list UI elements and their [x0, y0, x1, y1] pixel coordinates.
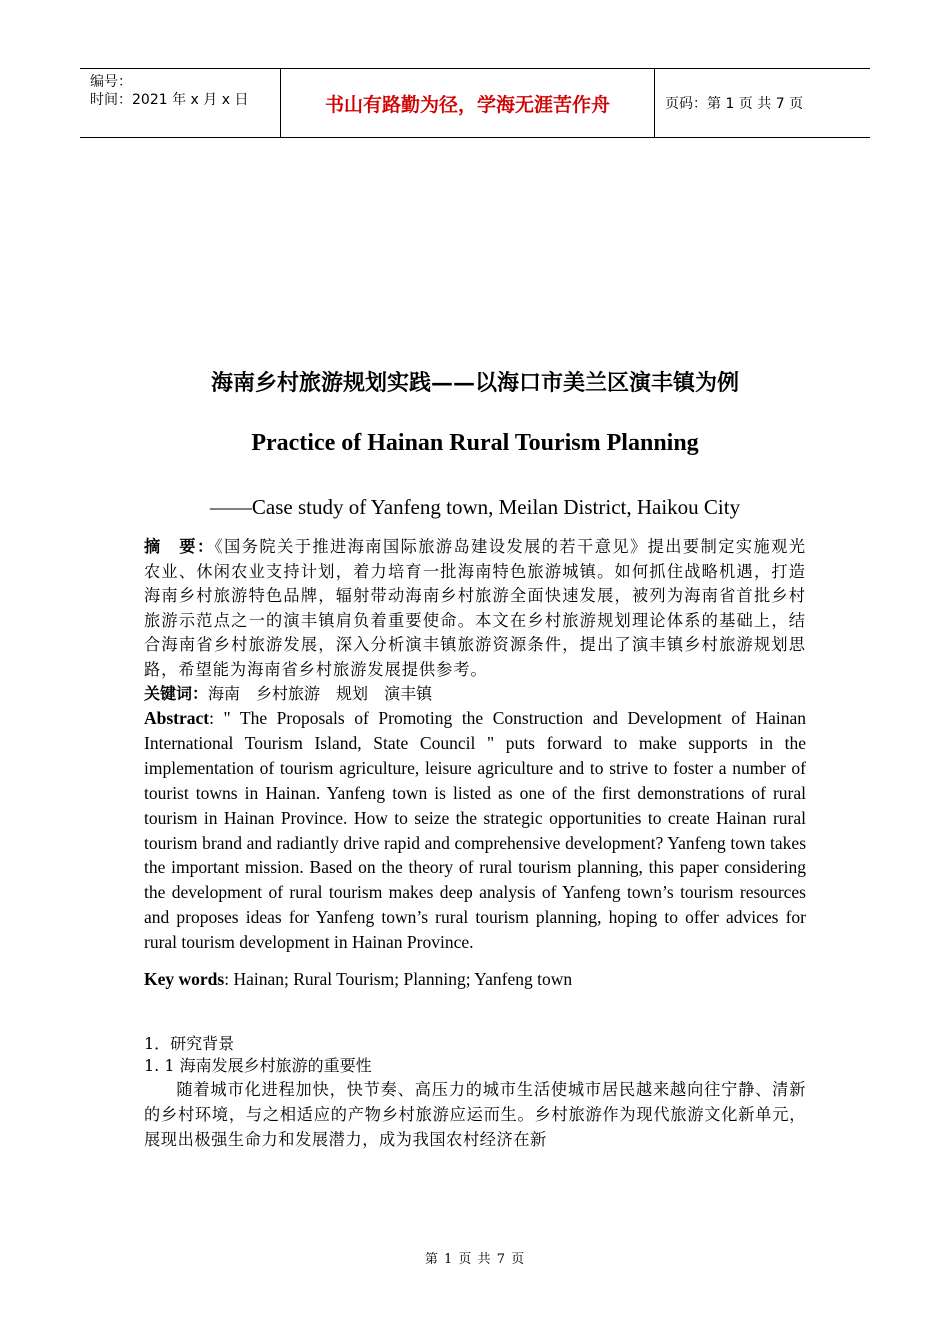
- keywords-en-label: Key words: [144, 969, 225, 990]
- keywords-chinese: [144, 682, 806, 706]
- title-chinese: 海南乡村旅游规划实践——以海口市美兰区演丰镇为例: [210, 370, 739, 396]
- page-footer: 第 1 页 共 7 页: [424, 1252, 526, 1267]
- time-label: 时间：2021 年 x 月 x 日: [90, 92, 249, 108]
- abstract-cn-label: 摘 要：: [144, 537, 215, 556]
- keyword-item: 海南: [208, 684, 241, 703]
- title-english: Practice of Hainan Rural Tourism Planning: [251, 430, 699, 456]
- abstract-en-text: : " The Proposals of Promoting the Construction and Development of Hainan International Tourism Island, State Council " puts forward to make supports in the implementation of tourism agriculture, leisure agriculture and to strive to foster a number of tourist towns in Hainan. Yanfeng town is listed as one of the first demonstrations of rural tourism in Hainan Province. How to seize the strategic opportunities to create Hainan rural tourism brand and radiantly drive rapid and comprehensive development? Yanfeng town takes the important mission. Based on the theory of rural tourism planning, this paper considering the development of rural tourism makes deep analysis of Yanfeng town’s tourism resources and proposes ideas for Yanfeng town’s rural tourism planning, hoping to offer advices for rural tourism development in Hainan Province.: [144, 708, 806, 953]
- serial-label: 编号：: [90, 74, 132, 90]
- abstract-chinese: [144, 535, 806, 682]
- document-body: [144, 535, 806, 1152]
- keywords-english: [144, 967, 806, 991]
- keywords-cn-label: 关键词：: [144, 684, 209, 703]
- header-meta: [80, 69, 281, 137]
- body-paragraph: 随着城市化进程加快，快节奏、高压力的城市生活使城市居民越来越向往宁静、清新的乡村环境，与之相适应的产物乡村旅游应运而生。乡村旅游作为现代旅游文化新单元，展现出极强生命力和发展潜力，成为我国农村经济在新: [144, 1080, 806, 1150]
- document-header: [80, 68, 870, 138]
- keyword-item: 乡村旅游: [256, 684, 321, 703]
- keywords-en-text: : Hainan; Rural Tourism; Planning; Yanfeng town: [224, 969, 573, 990]
- keyword-item: 规划: [336, 684, 369, 703]
- section-heading: 1．研究背景: [144, 1034, 235, 1054]
- subtitle-english: ——Case study of Yanfeng town, Meilan District, Haikou City: [209, 495, 741, 519]
- header-page-info: 页码：第 1 页 共 7 页: [665, 96, 804, 112]
- abstract-english: [144, 706, 806, 955]
- header-motto: 书山有路勤为径，学海无涯苦作舟: [281, 69, 655, 137]
- subsection-heading: 1. 1 海南发展乡村旅游的重要性: [144, 1056, 372, 1076]
- keyword-item: 演丰镇: [384, 684, 433, 703]
- abstract-cn-text: 《国务院关于推进海南国际旅游岛建设发展的若干意见》提出要制定实施观光农业、休闲农业支持计划，着力培育一批海南特色旅游城镇。如何抓住战略机遇，打造海南乡村旅游特色品牌，辐射带动海南乡村旅游全面快速发展，被列为海南省首批乡村旅游示范点之一的演丰镇肩负着重要使命。本文在乡村旅游规划理论体系的基础上，结合海南省乡村旅游发展，深入分析演丰镇旅游资源条件，提出了演丰镇乡村旅游规划思路，希望能为海南省乡村旅游发展提供参考。: [144, 537, 807, 679]
- abstract-en-label: Abstract: [144, 708, 210, 728]
